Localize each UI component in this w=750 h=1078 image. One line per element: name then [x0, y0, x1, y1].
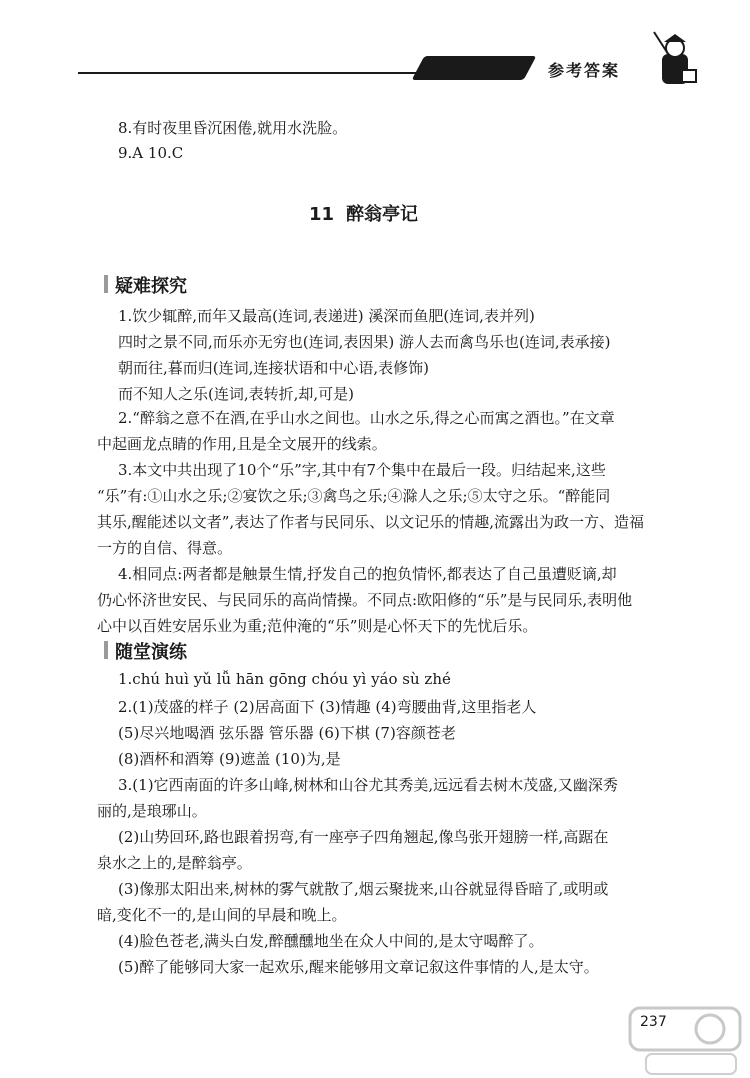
page-number: 237	[640, 1014, 667, 1030]
section1-line: 1.饮少辄醉,而年又最高(连词,表递进) 溪深而鱼肥(连词,表并列)	[118, 307, 535, 325]
section1-line: 其乐,醒能述以文者”,表达了作者与民同乐、以文记乐的情趣,流露出为政一方、造福	[97, 513, 644, 531]
section2-line: (3)像那太阳出来,树林的雾气就散了,烟云聚拢来,山谷就显得昏暗了,或明或	[118, 880, 609, 898]
section1-line: 中起画龙点睛的作用,且是全文展开的线索。	[97, 435, 387, 453]
section2-line: 泉水之上的,是醉翁亭。	[97, 854, 252, 872]
chapter-title	[309, 200, 418, 226]
section1-line: 仍心怀济世安民、与民同乐的高尚情操。不同点:欧阳修的“乐”是与民同乐,表明他	[97, 591, 633, 609]
section-heading-suitang: 随堂演练	[115, 642, 187, 663]
section-marker	[104, 275, 108, 293]
section2-line: 暗,变化不一的,是山间的早晨和晚上。	[97, 906, 347, 924]
header-rule	[78, 72, 428, 74]
section2-line: (2)山势回环,路也跟着拐弯,有一座亭子四角翘起,像鸟张开翅膀一样,高踞在	[118, 828, 609, 846]
section1-line: 3.本文中共出现了10个“乐”字,其中有7个集中在最后一段。归结起来,这些	[118, 461, 606, 479]
chapter-number: 11	[309, 204, 335, 225]
section1-line: 而不知人之乐(连词,表转折,却,可是)	[118, 385, 355, 403]
section1-line: 4.相同点:两者都是触景生情,抒发自己的抱负情怀,都表达了自己虽遭贬谪,却	[118, 565, 617, 583]
section1-line: “乐”有:①山水之乐;②宴饮之乐;③禽鸟之乐;④滁人之乐;⑤太守之乐。“醉能同	[97, 487, 611, 505]
section2-line: 3.(1)它西南面的许多山峰,树林和山谷尤其秀美,远远看去树木茂盛,又幽深秀	[118, 776, 618, 794]
answer-line-9-10: 9.A 10.C	[118, 144, 184, 162]
section2-line: 2.(1)茂盛的样子 (2)居高面下 (3)情趣 (4)弯腰曲背,这里指老人	[118, 698, 537, 716]
section2-line: 丽的,是琅琊山。	[97, 802, 207, 820]
header-tab-decoration	[412, 56, 537, 80]
section-marker	[104, 641, 108, 659]
section1-line: 心中以百姓安居乐业为重;范仲淹的“乐”则是心怀天下的先忧后乐。	[97, 617, 538, 635]
section1-line: 2.“醉翁之意不在酒,在乎山水之间也。山水之乐,得之心而寓之酒也。”在文章	[118, 409, 615, 427]
section1-line: 一方的自信、得意。	[97, 539, 233, 557]
section1-line: 朝而往,暮而归(连词,连接状语和中心语,表修饰)	[118, 359, 430, 377]
section2-line: (5)尽兴地喝酒 弦乐器 管乐器 (6)下棋 (7)容颜苍老	[118, 724, 456, 742]
answer-line-8: 8.有时夜里昏沉困倦,就用水洗脸。	[118, 119, 348, 137]
section2-line: 1.chú huì yǔ lǚ hān gōng chóu yì yáo sù zhé	[118, 670, 451, 688]
section2-line: (8)酒杯和酒筹 (9)遮盖 (10)为,是	[118, 750, 341, 768]
chapter-name: 醉翁亭记	[346, 204, 419, 225]
section-heading-yinan: 疑难探究	[115, 276, 187, 297]
scholar-logo-icon	[648, 30, 700, 90]
section2-line: (4)脸色苍老,满头白发,醉醺醺地坐在众人中间的,是太守喝醉了。	[118, 932, 544, 950]
section2-line: (5)醉了能够同大家一起欢乐,醒来能够用文章记叙这件事情的人,是太守。	[118, 958, 599, 976]
section1-line: 四时之景不同,而乐亦无穷也(连词,表因果) 游人去而禽鸟乐也(连词,表承接)	[118, 333, 611, 351]
header-title: 参考答案	[548, 61, 621, 80]
watermark-stamp-icon	[610, 1002, 750, 1078]
